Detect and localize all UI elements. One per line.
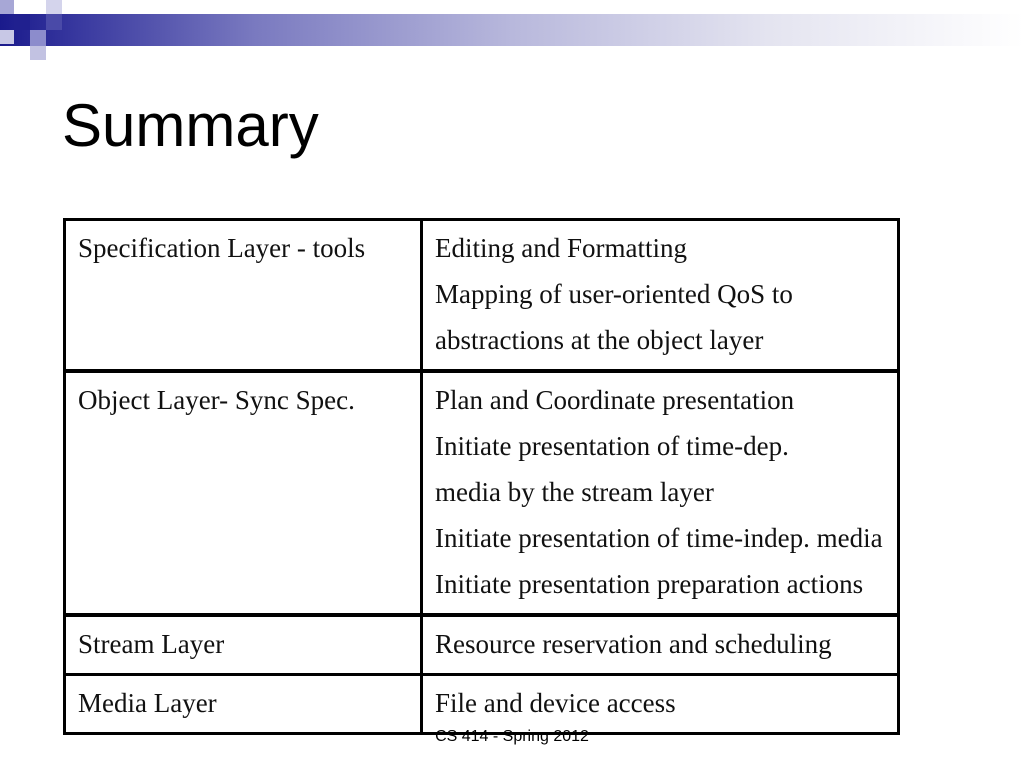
table-row <box>65 220 899 372</box>
description-line: Mapping of user-oriented QoS to <box>435 279 793 309</box>
slide-footer: CS 414 - Spring 2012 <box>435 728 589 745</box>
description-line: Resource reservation and scheduling <box>435 629 832 659</box>
description-line: Initiate presentation preparation actions <box>435 569 864 599</box>
decor-square <box>0 30 14 44</box>
layer-cell: Object Layer- Sync Spec. <box>65 371 422 615</box>
decor-square <box>46 0 62 14</box>
table-row <box>65 675 899 734</box>
description-line: media by the stream layer <box>435 477 714 507</box>
decor-square <box>46 14 62 30</box>
decor-square <box>30 30 46 46</box>
description-cell <box>422 220 899 372</box>
description-line: abstractions at the object layer <box>435 325 764 355</box>
description-cell <box>422 615 899 675</box>
layer-cell: Stream Layer <box>65 615 422 675</box>
slide-title: Summary <box>62 92 319 159</box>
decor-square <box>14 14 30 30</box>
decor-square <box>30 46 46 60</box>
layer-cell: Media Layer <box>65 675 422 734</box>
description-line: File and device access <box>435 688 676 718</box>
table-row <box>65 371 899 615</box>
table-row <box>65 615 899 675</box>
description-line: Initiate presentation of time-indep. media <box>435 523 883 553</box>
layer-cell: Specification Layer - tools <box>65 220 422 372</box>
description-cell <box>422 675 899 734</box>
header-gradient-bar <box>0 14 1024 46</box>
description-line: Editing and Formatting <box>435 233 687 263</box>
description-cell <box>422 371 899 615</box>
description-line: Plan and Coordinate presentation <box>435 385 795 415</box>
decor-square <box>0 0 14 14</box>
description-line: Initiate presentation of time-dep. <box>435 431 789 461</box>
summary-table <box>63 218 900 735</box>
